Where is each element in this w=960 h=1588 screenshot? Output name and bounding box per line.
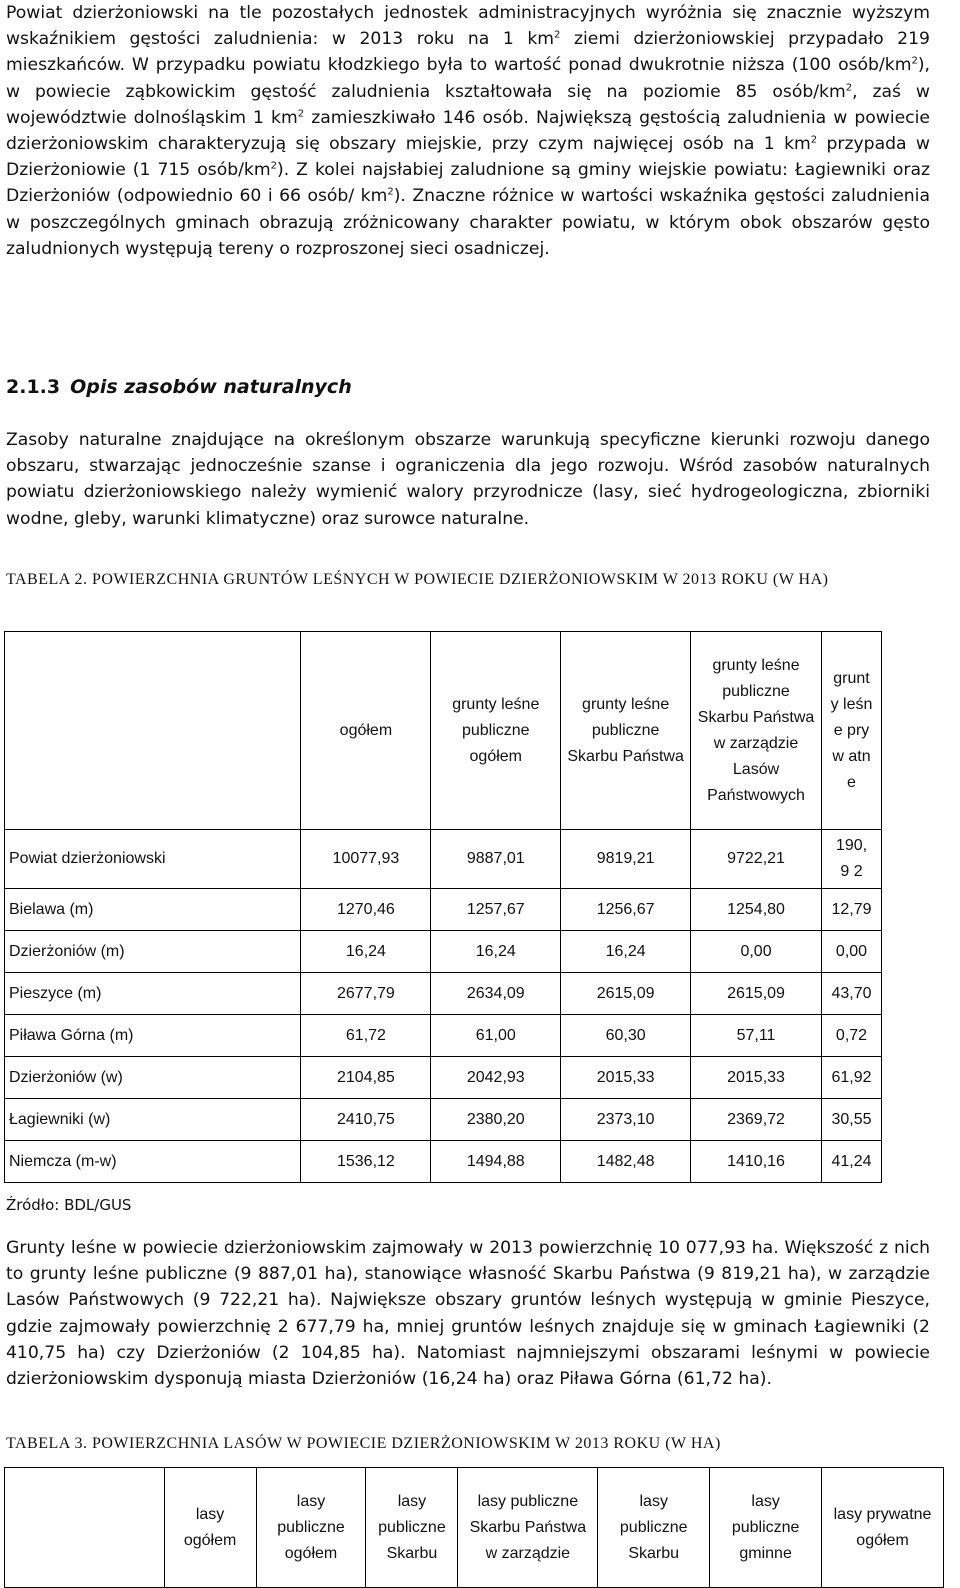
table-row <box>5 1099 882 1141</box>
table2-header-row <box>5 632 882 830</box>
value-cell: 2380,20 <box>431 1099 561 1141</box>
value-cell: 61,72 <box>301 1015 431 1057</box>
value-cell: 2042,93 <box>431 1057 561 1099</box>
value-cell: 2677,79 <box>301 973 431 1015</box>
value-cell: 9722,21 <box>691 830 822 889</box>
value-cell: 2369,72 <box>691 1099 822 1141</box>
value-cell: 0,00 <box>691 931 822 973</box>
table2-caption: TABELA 2. POWIERZCHNIA GRUNTÓW LEŚNYCH W POWIECIE DZIERŻONIOWSKIM W 2013 ROKU (W HA) <box>6 571 829 588</box>
table2-header-cell: ogółem <box>301 632 431 830</box>
value-cell: 10077,93 <box>301 830 431 889</box>
forest-summary-paragraph: Grunty leśne w powiecie dzierżoniowskim zajmowały w 2013 powierzchnię 10 077,93 ha. Większość z nich to grunty leśne publiczne (9 887,01 ha), stanowiące własność Skarbu Państwa (9 819,21 ha), w zarządzie Lasów Państwowych (9 722,21 ha). Największe obszary gruntów leśnych występują w gminie Pieszyce, gdzie zajmowały powierzchnię 2 677,79 ha, mniej gruntów leśnych znajduje się w gminach Łagiewniki (2 410,75 ha) czy Dzierżoniów (2 104,85 ha). Natomiast najmniejszymi obszarami leśnymi w powiecie dzierżoniowskim dysponują miasta Dzierżoniów (16,24 ha) oraz Piława Górna (61,72 ha). <box>6 1238 930 1390</box>
value-cell: 190,9 2 <box>822 830 882 889</box>
table2-header-cell: grunty leśne publiczne Skarbu Państwa <box>561 632 691 830</box>
value-cell: 61,92 <box>822 1057 882 1099</box>
row-label-cell: Piława Górna (m) <box>5 1015 301 1057</box>
value-cell: 2015,33 <box>691 1057 822 1099</box>
table-row <box>5 1057 882 1099</box>
section-heading <box>6 376 352 398</box>
row-label-cell: Bielawa (m) <box>5 889 301 931</box>
value-cell: 1254,80 <box>691 889 822 931</box>
value-cell: 60,30 <box>561 1015 691 1057</box>
table3-header-row <box>5 1468 944 1588</box>
value-cell: 1257,67 <box>431 889 561 931</box>
table-row <box>5 1141 882 1183</box>
value-cell: 2015,33 <box>561 1057 691 1099</box>
table3-header-cell: lasy publiczne Skarbu <box>366 1468 458 1588</box>
value-cell: 30,55 <box>822 1099 882 1141</box>
value-cell: 2615,09 <box>691 973 822 1015</box>
table2-header-cell: grunty leśne publiczne ogółem <box>431 632 561 830</box>
table2-header-cell: grunt y leśne pryw atne <box>822 632 882 830</box>
table3-header-cell: lasy publiczne gminne <box>710 1468 822 1588</box>
value-cell: 1482,48 <box>561 1141 691 1183</box>
table-row <box>5 889 882 931</box>
value-cell: 61,00 <box>431 1015 561 1057</box>
section-number: 2.1.3 <box>6 376 61 398</box>
value-cell: 0,00 <box>822 931 882 973</box>
forests-table <box>4 1467 944 1588</box>
table3-header-cell <box>5 1468 165 1588</box>
intro-paragraph: Powiat dzierżoniowski na tle pozostałych jednostek administracyjnych wyróżnia się znacznie wyższym wskaźnikiem gęstości zaludnienia: w 2013 roku na 1 $km^2$ ziemi dzierżoniowskiej przypadało 219 mieszkańców. W przypadku powiatu kłodzkiego była to wartość ponad dwukrotnie niższa (100 osób/$km^2$), w powiecie ząbkowickim gęstość zaludnienia kształtowała się na poziomie 85 osób/$km^2$, zaś w województwie dolnośląskim 1 $km^2$ zamieszkiwało 146 osób. Największą gęstością zaludnienia w powiecie dzierżoniowskim charakteryzują się obszary miejskie, przy czym najwięcej osób na 1 $km^2$ przypada w Dzierżoniowie (1 715 osób/$km^2$). Z kolei najsłabiej zaludnione są gminy wiejskie powiatu: Łagiewniki oraz Dzierżoniów (odpowiednio 60 i 66 osób/ $km^2$). Znaczne różnice w wartości wskaźnika gęstości zaludnienia w poszczególnych gminach obrazują zróżnicowany charakter powiatu, w którym obok obszarów gęsto zaludnionych występują tereny o rozproszonej sieci osadniczej. <box>6 3 931 259</box>
value-cell: 1536,12 <box>301 1141 431 1183</box>
row-label-cell: Dzierżoniów (w) <box>5 1057 301 1099</box>
value-cell: 2615,09 <box>561 973 691 1015</box>
value-cell: 2373,10 <box>561 1099 691 1141</box>
value-cell: 57,11 <box>691 1015 822 1057</box>
row-label-cell: Dzierżoniów (m) <box>5 931 301 973</box>
value-cell: 16,24 <box>561 931 691 973</box>
section-title: Opis zasobów naturalnych <box>70 376 352 398</box>
row-label-cell: Pieszyce (m) <box>5 973 301 1015</box>
table-row <box>5 973 882 1015</box>
table3-header-cell: lasy publiczne Skarbu Państwa w zarządzie <box>458 1468 598 1588</box>
value-cell: 1410,16 <box>691 1141 822 1183</box>
value-cell: 0,72 <box>822 1015 882 1057</box>
section-paragraph: Zasoby naturalne znajdujące na określonym obszarze warunkują specyficzne kierunki rozwoju danego obszaru, stwarzając jednocześnie szanse i ograniczenia dla jego rozwoju. Wśród zasobów naturalnych powiatu dzierżoniowskiego należy wymienić walory przyrodnicze (lasy, sieć hydrogeologiczna, zbiorniki wodne, gleby, warunki klimatyczne) oraz surowce naturalne. <box>6 430 930 529</box>
row-label-cell: Niemcza (m-w) <box>5 1141 301 1183</box>
value-cell: 16,24 <box>301 931 431 973</box>
forest-land-table <box>4 631 882 1183</box>
value-cell: 2410,75 <box>301 1099 431 1141</box>
table2-header-cell <box>5 632 301 830</box>
table-row <box>5 1015 882 1057</box>
value-cell: 1494,88 <box>431 1141 561 1183</box>
table3-header-cell: lasy ogółem <box>164 1468 256 1588</box>
value-cell: 2634,09 <box>431 973 561 1015</box>
value-cell: 2104,85 <box>301 1057 431 1099</box>
value-cell: 12,79 <box>822 889 882 931</box>
value-cell: 1270,46 <box>301 889 431 931</box>
table3-header-cell: lasy prywatne ogółem <box>822 1468 944 1588</box>
table2-source: Źródło: BDL/GUS <box>6 1196 132 1214</box>
table3-caption: TABELA 3. POWIERZCHNIA LASÓW W POWIECIE DZIERŻONIOWSKIM W 2013 ROKU (W HA) <box>6 1435 721 1452</box>
table3-header-cell: lasy publiczne Skarbu <box>598 1468 710 1588</box>
table2-header-cell: grunty leśne publiczne Skarbu Państwa w zarządzie Lasów Państwowych <box>691 632 822 830</box>
value-cell: 1256,67 <box>561 889 691 931</box>
value-cell: 41,24 <box>822 1141 882 1183</box>
value-cell: 16,24 <box>431 931 561 973</box>
table-row <box>5 830 882 889</box>
table3-header-cell: lasy publiczne ogółem <box>256 1468 366 1588</box>
value-cell: 43,70 <box>822 973 882 1015</box>
table-row <box>5 931 882 973</box>
value-cell: 9819,21 <box>561 830 691 889</box>
row-label-cell: Łagiewniki (w) <box>5 1099 301 1141</box>
value-cell: 9887,01 <box>431 830 561 889</box>
row-label-cell: Powiat dzierżoniowski <box>5 830 301 889</box>
